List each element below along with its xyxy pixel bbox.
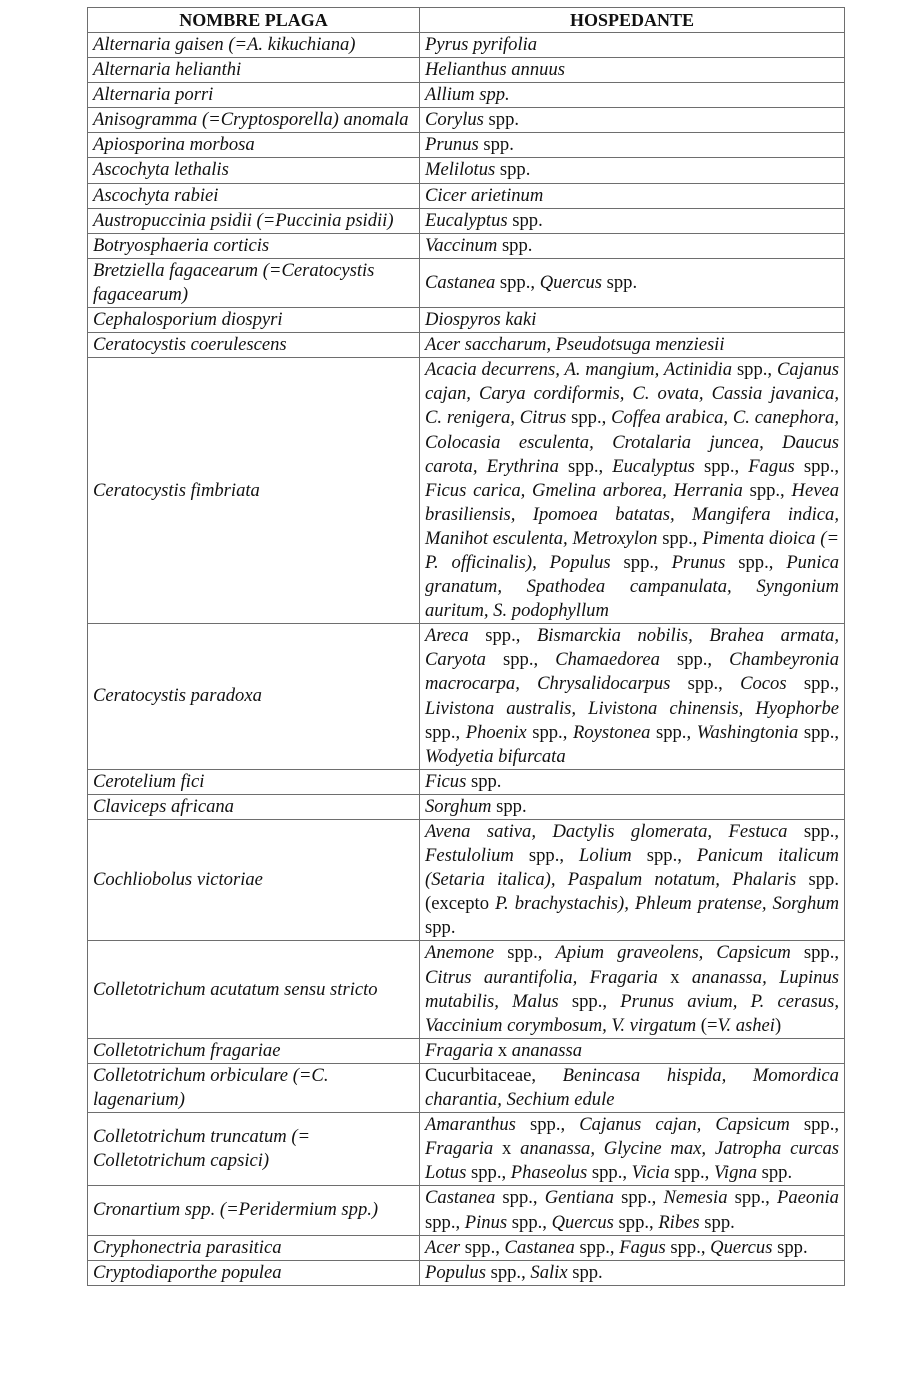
host-taxon-text: Allium spp. bbox=[425, 84, 510, 106]
table-row bbox=[88, 1113, 845, 1186]
host-plain-text: spp., bbox=[665, 1236, 711, 1258]
host-cell bbox=[420, 208, 845, 233]
pest-name-cell: Colletotrichum fragariae bbox=[88, 1038, 420, 1063]
host-plain-text: spp., bbox=[694, 455, 749, 477]
table-row bbox=[88, 158, 845, 183]
host-taxon-text: Nemesia bbox=[663, 1187, 728, 1209]
host-cell bbox=[420, 33, 845, 58]
host-plain-text: ) bbox=[774, 1014, 782, 1036]
host-plain-text: spp. bbox=[507, 209, 543, 231]
host-taxon-text: V. ashei bbox=[717, 1014, 775, 1036]
table-row bbox=[88, 1260, 845, 1285]
host-taxon-text: Quercus bbox=[551, 1211, 614, 1233]
host-plain-text: spp., bbox=[494, 942, 556, 964]
host-taxon-text: Fagus bbox=[748, 455, 795, 477]
table-row bbox=[88, 1186, 845, 1235]
host-cell bbox=[420, 358, 845, 624]
host-taxon-text: Washingtonia bbox=[696, 721, 799, 743]
table-row bbox=[88, 108, 845, 133]
table-row bbox=[88, 1063, 845, 1112]
host-taxon-text: Phoenix bbox=[465, 721, 527, 743]
host-taxon-text: Anemone bbox=[425, 942, 495, 964]
host-plain-text: x bbox=[657, 966, 692, 988]
host-plain-text: x bbox=[493, 1039, 512, 1061]
host-plain-text: x bbox=[493, 1138, 521, 1160]
host-taxon-text: Fragaria bbox=[425, 1039, 494, 1061]
header-pest-name: NOMBRE PLAGA bbox=[88, 8, 420, 33]
host-plain-text: spp., bbox=[613, 1187, 664, 1209]
host-taxon-text: Festulolium bbox=[425, 845, 514, 867]
host-plain-text: spp., bbox=[610, 551, 672, 573]
table-row bbox=[88, 183, 845, 208]
host-plain-text: spp. bbox=[466, 770, 502, 792]
host-plain-text: spp., bbox=[786, 673, 839, 695]
host-taxon-text: Melilotus bbox=[425, 159, 496, 181]
host-taxon-text: Pinus bbox=[464, 1211, 508, 1233]
host-taxon-text: Cicer arietinum bbox=[425, 184, 544, 206]
table-row bbox=[88, 83, 845, 108]
pest-name-cell: Ceratocystis fimbriata bbox=[88, 358, 420, 624]
pest-name-cell: Austropuccinia psidii (=Puccinia psidii) bbox=[88, 208, 420, 233]
pest-name-cell: Cryptodiaporthe populea bbox=[88, 1260, 420, 1285]
host-taxon-text: Helianthus annuus bbox=[425, 59, 565, 81]
host-taxon-text: Diospyros kaki bbox=[425, 309, 537, 331]
pest-name-cell: Botryosphaeria corticis bbox=[88, 233, 420, 258]
host-plain-text: spp. bbox=[478, 134, 514, 156]
host-taxon-text: Areca bbox=[425, 625, 469, 647]
pest-name-cell: Colletotrichum truncatum (= Colletotrichum capsici) bbox=[88, 1113, 420, 1186]
host-plain-text: spp., bbox=[794, 455, 839, 477]
table-row bbox=[88, 308, 845, 333]
pest-name-cell: Ascochyta rabiei bbox=[88, 183, 420, 208]
host-taxon-text: Hevea brasiliensis, Ipomoea batatas, Mangifera indica, Manihot esculenta, Metroxylon bbox=[425, 479, 839, 549]
host-taxon-text: Fragaria bbox=[425, 1138, 494, 1160]
pest-host-table bbox=[87, 7, 845, 1286]
host-plain-text: spp., bbox=[670, 673, 741, 695]
host-taxon-text: ananassa, Glycine max, Jatropha curcas Lotus bbox=[425, 1138, 839, 1184]
host-cell bbox=[420, 941, 845, 1038]
pest-name-cell: Cerotelium fici bbox=[88, 769, 420, 794]
host-taxon-text: Wodyetia bifurcata bbox=[425, 745, 566, 767]
host-plain-text: spp., bbox=[526, 721, 573, 743]
host-plain-text: spp., bbox=[659, 649, 730, 671]
header-host: HOSPEDANTE bbox=[420, 8, 845, 33]
table-row bbox=[88, 1038, 845, 1063]
host-taxon-text: Phaseolus bbox=[510, 1162, 588, 1184]
host-cell bbox=[420, 1260, 845, 1285]
host-taxon-text: Punica granatum, Spathodea campanulata, Syngonium auritum, S. podophyllum bbox=[425, 551, 839, 622]
host-taxon-text: Coffea arabica, C. canephora, Colocasia esculenta, Crotalaria juncea, Daucus carota, Erythrina bbox=[425, 407, 839, 477]
host-taxon-text: Acacia decurrens, A. mangium, Actinidia bbox=[425, 359, 733, 381]
host-taxon-text: Quercus bbox=[710, 1236, 773, 1258]
host-plain-text: spp., bbox=[789, 1114, 839, 1136]
pest-name-cell: Claviceps africana bbox=[88, 794, 420, 819]
host-plain-text: Cucurbitaceae, bbox=[425, 1064, 563, 1086]
host-cell bbox=[420, 624, 845, 770]
pest-name-cell: Colletotrichum acutatum sensu stricto bbox=[88, 941, 420, 1038]
host-plain-text: spp. bbox=[483, 109, 520, 131]
host-plain-text: spp. bbox=[497, 234, 533, 256]
host-cell bbox=[420, 183, 845, 208]
host-cell bbox=[420, 769, 845, 794]
host-plain-text: spp. (excepto bbox=[425, 869, 839, 915]
host-taxon-text: Pyrus pyrifolia bbox=[425, 34, 538, 55]
host-taxon-text: Chambeyronia macrocarpa, Chrysalidocarpus bbox=[425, 649, 839, 695]
table-row bbox=[88, 233, 845, 258]
host-taxon-text: Gentiana bbox=[544, 1187, 614, 1209]
host-plain-text: spp. bbox=[772, 1236, 808, 1258]
host-taxon-text: Ficus bbox=[425, 770, 467, 792]
table-row bbox=[88, 820, 845, 941]
table-body bbox=[88, 33, 845, 1286]
host-plain-text: spp., bbox=[558, 990, 621, 1012]
host-plain-text: spp. bbox=[495, 159, 531, 181]
host-plain-text: spp., bbox=[798, 721, 839, 743]
host-plain-text: spp., bbox=[515, 1114, 580, 1136]
host-plain-text: spp., bbox=[732, 359, 777, 381]
pest-name-cell: Alternaria porri bbox=[88, 83, 420, 108]
host-cell bbox=[420, 333, 845, 358]
host-taxon-text: Corylus bbox=[425, 109, 484, 131]
host-plain-text: spp. bbox=[567, 1261, 603, 1283]
host-cell bbox=[420, 258, 845, 307]
host-cell bbox=[420, 58, 845, 83]
pest-name-cell: Cronartium spp. (=Peridermium spp.) bbox=[88, 1186, 420, 1235]
host-plain-text: spp. bbox=[757, 1162, 793, 1184]
host-plain-text: spp., bbox=[513, 845, 580, 867]
host-plain-text: spp., bbox=[657, 527, 703, 549]
host-plain-text: (= bbox=[696, 1014, 718, 1036]
host-plain-text: spp., bbox=[460, 1236, 505, 1258]
host-plain-text: spp., bbox=[574, 1236, 620, 1258]
table-row bbox=[88, 358, 845, 624]
host-taxon-text: Roystonea bbox=[572, 721, 651, 743]
host-cell bbox=[420, 794, 845, 819]
host-plain-text: spp., bbox=[566, 407, 612, 429]
host-plain-text: spp., bbox=[485, 649, 556, 671]
pest-name-cell: Ceratocystis paradoxa bbox=[88, 624, 420, 770]
pest-name-cell: Cephalosporium diospyri bbox=[88, 308, 420, 333]
host-plain-text: spp., bbox=[727, 1187, 777, 1209]
pest-name-cell: Ceratocystis coerulescens bbox=[88, 333, 420, 358]
pest-name-cell: Apiosporina morbosa bbox=[88, 133, 420, 158]
header-row bbox=[88, 8, 845, 33]
host-taxon-text: Paeonia bbox=[777, 1187, 839, 1209]
table-row bbox=[88, 794, 845, 819]
host-taxon-text: Bismarckia nobilis, Brahea armata, Caryota bbox=[425, 625, 839, 671]
host-plain-text: spp., bbox=[425, 1211, 465, 1233]
pest-name-cell: Colletotrichum orbiculare (=C. lagenarium) bbox=[88, 1063, 420, 1112]
host-taxon-text: P. brachystachis), Phleum pratense, Sorghum bbox=[495, 893, 840, 915]
host-taxon-text: Fagus bbox=[619, 1236, 666, 1258]
table-row bbox=[88, 258, 845, 307]
host-taxon-text: Amaranthus bbox=[425, 1114, 516, 1136]
host-plain-text: spp., bbox=[631, 845, 697, 867]
host-plain-text: spp., bbox=[790, 942, 839, 964]
host-plain-text: spp., bbox=[587, 1162, 632, 1184]
pest-name-cell: Cochliobolus victoriae bbox=[88, 820, 420, 941]
host-taxon-text: Eucalyptus bbox=[425, 209, 508, 231]
host-taxon-text: Vaccinum bbox=[425, 234, 498, 256]
host-plain-text: spp. bbox=[491, 795, 527, 817]
host-plain-text: spp. bbox=[602, 271, 638, 293]
host-plain-text: spp., bbox=[558, 455, 613, 477]
host-taxon-text: Castanea bbox=[504, 1236, 575, 1258]
host-taxon-text: Eucalyptus bbox=[612, 455, 695, 477]
pest-name-cell: Cryphonectria parasitica bbox=[88, 1235, 420, 1260]
host-cell bbox=[420, 233, 845, 258]
host-plain-text: spp. bbox=[699, 1211, 735, 1233]
pest-name-cell: Bretziella fagacearum (=Ceratocystis fagacearum) bbox=[88, 258, 420, 307]
host-taxon-text: Quercus bbox=[539, 271, 602, 293]
host-taxon-text: Prunus bbox=[671, 551, 726, 573]
host-cell bbox=[420, 133, 845, 158]
host-plain-text: spp., bbox=[725, 551, 787, 573]
table-row bbox=[88, 208, 845, 233]
table-row bbox=[88, 58, 845, 83]
document-page bbox=[87, 7, 844, 1286]
host-cell bbox=[420, 1113, 845, 1186]
host-plain-text: spp., bbox=[787, 821, 839, 842]
table-row bbox=[88, 941, 845, 1038]
host-plain-text: spp., bbox=[650, 721, 697, 743]
host-taxon-text: Ficus carica, Gmelina arborea, Herrania bbox=[425, 479, 743, 501]
table-row bbox=[88, 1235, 845, 1260]
host-taxon-text: Sorghum bbox=[425, 795, 492, 817]
host-taxon-text: Cajanus cajan, Capsicum bbox=[579, 1114, 790, 1136]
host-taxon-text: ananassa bbox=[511, 1039, 583, 1061]
host-taxon-text: Prunus bbox=[425, 134, 479, 156]
host-plain-text: spp., bbox=[507, 1211, 552, 1233]
host-cell bbox=[420, 83, 845, 108]
host-cell bbox=[420, 158, 845, 183]
host-plain-text: spp., bbox=[495, 271, 540, 293]
host-cell bbox=[420, 1063, 845, 1112]
host-taxon-text: Salix bbox=[530, 1261, 568, 1283]
pest-name-cell: Ascochyta lethalis bbox=[88, 158, 420, 183]
host-taxon-text: ananassa, Lupinus mutabilis, Malus bbox=[425, 966, 839, 1012]
host-taxon-text: Apium graveolens, Capsicum bbox=[555, 942, 791, 964]
host-taxon-text: Livistona australis, Livistona chinensis, Hyophorbe bbox=[425, 697, 839, 719]
host-taxon-text: Panicum italicum (Setaria italica), Paspalum notatum, Phalaris bbox=[425, 845, 839, 891]
host-taxon-text: Ribes bbox=[658, 1211, 700, 1233]
host-taxon-text: Prunus avium, P. cerasus, Vaccinium corymbosum, V. virgatum bbox=[425, 990, 839, 1036]
host-plain-text: spp., bbox=[468, 625, 537, 647]
host-taxon-text: Castanea bbox=[425, 1187, 496, 1209]
table-row bbox=[88, 624, 845, 770]
host-taxon-text: Acer bbox=[425, 1236, 461, 1258]
host-plain-text: spp., bbox=[485, 1261, 531, 1283]
host-taxon-text: Benincasa hispida, Momordica charantia, Sechium edule bbox=[425, 1064, 839, 1111]
host-taxon-text: Citrus aurantifolia, Fragaria bbox=[425, 966, 658, 988]
host-taxon-text: Cajanus cajan, Carya cordiformis, C. ovata, Cassia javanica, C. renigera, Citrus bbox=[425, 359, 839, 429]
pest-name-cell: Anisogramma (=Cryptosporella) anomala bbox=[88, 108, 420, 133]
host-plain-text: spp. bbox=[425, 917, 456, 939]
host-taxon-text: Castanea bbox=[425, 271, 496, 293]
host-cell bbox=[420, 820, 845, 941]
table-row bbox=[88, 333, 845, 358]
host-plain-text: spp., bbox=[466, 1162, 511, 1184]
host-cell bbox=[420, 1235, 845, 1260]
host-taxon-text: Pimenta dioica (= P. officinalis), Populus bbox=[425, 527, 839, 573]
table-row bbox=[88, 133, 845, 158]
host-cell bbox=[420, 1038, 845, 1063]
host-plain-text: spp., bbox=[669, 1162, 714, 1184]
pest-name-cell: Alternaria gaisen (=A. kikuchiana) bbox=[88, 33, 420, 58]
pest-name-cell: Alternaria helianthi bbox=[88, 58, 420, 83]
host-taxon-text: Chamaedorea bbox=[555, 649, 660, 671]
table-row bbox=[88, 33, 845, 58]
host-cell bbox=[420, 308, 845, 333]
host-plain-text: spp., bbox=[425, 721, 466, 743]
host-taxon-text: Vigna bbox=[713, 1162, 757, 1184]
host-cell bbox=[420, 1186, 845, 1235]
host-taxon-text: Vicia bbox=[631, 1162, 670, 1184]
host-taxon-text: Acer saccharum, Pseudotsuga menziesii bbox=[425, 334, 725, 356]
host-plain-text: spp., bbox=[742, 479, 792, 501]
host-taxon-text: Lolium bbox=[579, 845, 632, 867]
host-cell bbox=[420, 108, 845, 133]
host-plain-text: spp., bbox=[495, 1187, 545, 1209]
host-plain-text: spp., bbox=[613, 1211, 659, 1233]
host-taxon-text: Avena sativa, Dactylis glomerata, Festuca bbox=[425, 821, 788, 842]
table-row bbox=[88, 769, 845, 794]
host-taxon-text: Cocos bbox=[740, 673, 787, 695]
host-taxon-text: Populus bbox=[425, 1261, 486, 1283]
